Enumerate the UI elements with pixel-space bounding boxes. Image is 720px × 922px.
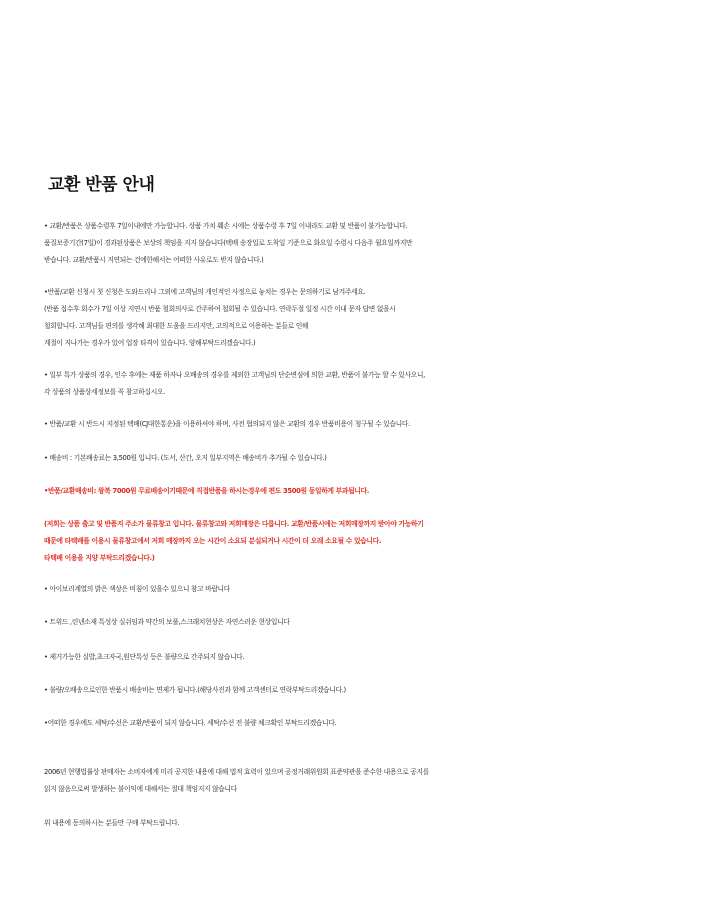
policy-paragraph-legal-notice: [44, 764, 684, 798]
policy-line: 때문에 타택배를 이용시 물류창고에서 저희 매장까지 오는 시간이 소요되 분실되거나 시간이 더 오래 소요될 수 있습니다.: [44, 537, 382, 545]
policy-line: •어떠한 경우에도 세탁/수선은 교환/반품이 되지 않습니다. 세탁/수선 전 불량 체크확인 부탁드리겠습니다.: [44, 719, 337, 727]
policy-paragraph-return-fee-notice: [44, 483, 684, 500]
policy-paragraph-courier: [44, 416, 684, 433]
policy-line: 2006년 현행법률상 판매자는 소비자에게 미리 공지한 내용에 대해 법적 효력이 있으며 공정거래위원회 표준약관을 준수한 내용으로 공지를: [44, 768, 429, 776]
policy-line: • 교환/반품은 상품수령후 7일이내에만 가능합니다. 상품 가치 훼손 시에는 상품수령 후 7일 이내라도 교환 및 반품이 불가능합니다.: [44, 222, 408, 230]
policy-line: • 일부 특가 상품의 경우, 인수 후에는 제품 하자나 오배송의 경우를 제외한 고객님의 단순변심에 의한 교환, 반품이 불가능 할 수 있사오니,: [44, 371, 425, 379]
policy-paragraph-exchange-period: [44, 218, 684, 269]
policy-line: •반품/교환 신청시 첫 신청은 도와드리나 그외에 고객님의 개인적인 사정으로 놓치는 경우는 문의하기로 남겨주세요.: [44, 288, 366, 296]
policy-line: • 불량/오배송으로인한 반품시 배송비는 면제가 됩니다.(해당사진과 함께 고객센터로 연락부탁드리겠습니다.): [44, 686, 346, 694]
policy-paragraph-warehouse-notice: [44, 516, 684, 567]
policy-line: • 트위드 ,린넨소재 특성상 실쉬임과 약간의 보풀,스크래치현상은 자연스러운 현상입니다: [44, 618, 290, 626]
policy-paragraph-defect-shipping: [44, 682, 684, 699]
policy-paragraph-shipping-fee: [44, 450, 684, 467]
policy-paragraph-removable-threads: [44, 649, 684, 666]
policy-paragraph-laundry-repair: [44, 715, 684, 732]
policy-line: • 아이보리계열의 밝은 색상은 비침이 있을수 있으니 참고 바랍니다: [44, 585, 230, 593]
policy-line: •반품/교환배송비: 왕복 7000원 무료배송이기때문에 직접반품을 하시는경우에 편도 3500원 동일하게 부과됩니다.: [44, 487, 369, 495]
policy-paragraph-first-request: [44, 284, 684, 352]
policy-paragraph-tweed-linen: [44, 614, 684, 631]
policy-line: • 제거가능한 실밥,초크자국,원단특성 등은 불량으로 간주되지 않습니다.: [44, 653, 245, 661]
page-title: 교환 반품 안내: [48, 175, 155, 195]
policy-line: 철회합니다. 고객님들 편의를 생각해 최대한 도움을 드리지만, 고의적으로 이용하는 분들로 인해: [44, 322, 309, 330]
policy-line: 품질보증기간(7일)이 경과된상품은 보상의 책임을 지지 않습니다(택배 송장일로 도착일 기준으로 화요일 수령시 다음주 월요일까지만: [44, 239, 413, 247]
policy-line: 타택배 이용을 지양 부탁드리겠습니다.): [44, 554, 155, 562]
policy-line: (반품 접수후 회수가 7일 이상 지연시 반품 철회의사로 간주하여 철회될 수 있습니다. 연락두절 일정 시간 이내 문자 답변 없을시: [44, 305, 396, 313]
policy-line: 받습니다. 교환/반품시 지연되는 건에한해서는 어떠한 사유로도 받지 않습니다.): [44, 256, 264, 264]
policy-line: 계절이 지나가는 경우가 있어 업장 타격이 있습니다. 양해부탁드리겠습니다.): [44, 339, 256, 347]
policy-line: 위 내용에 동의하시는 분들만 구매 부탁드립니다.: [44, 819, 180, 827]
policy-line: • 반품/교환 시 반드시 지정된 택배(CJ대한통운)을 이용하셔야 하며, 사전 협의되지 않은 교환의 경우 반품비용이 청구될 수 있습니다.: [44, 420, 410, 428]
policy-paragraph-agreement: [44, 815, 684, 832]
policy-line: • 배송비 : 기본배송료는 3,500원 입니다. (도서, 산간, 오지 일부지역은 배송비가 추가될 수 있습니다.): [44, 454, 327, 462]
policy-paragraph-ivory-color: [44, 581, 684, 598]
policy-paragraph-special-price: [44, 367, 684, 401]
policy-line: 읽지 않음으로써 발생하는 불이익에 대해서는 절대 책임지지 않습니다: [44, 785, 237, 793]
policy-line: 각 상품의 상품상세정보를 꼭 참고하십시오.: [44, 388, 165, 396]
policy-line: (저희는 상품 출고 및 반품지 주소가 물류창고 입니다. 물류창고와 저희매장은 다릅니다. 교환/반품시에는 저희매장까지 받아야 가능하기: [44, 520, 424, 528]
